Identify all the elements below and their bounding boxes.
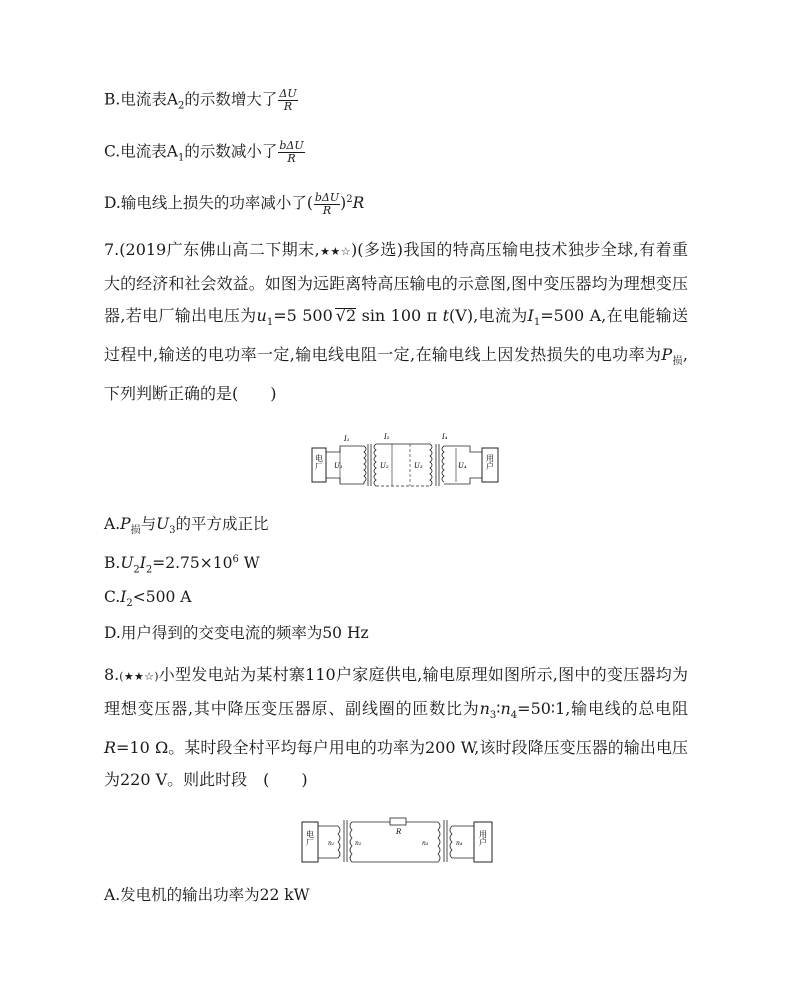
svg-text:I₂: I₂ — [384, 433, 390, 441]
svg-text:U₃: U₃ — [414, 462, 423, 470]
svg-text:用户: 用户 — [478, 830, 488, 846]
svg-text:n₃: n₃ — [422, 840, 429, 847]
q8-transmission-diagram — [298, 812, 498, 868]
sqrt-symbol: √2 — [335, 306, 357, 325]
question-7-stem: 7.(2019广东佛山高二下期末,★★☆)(多选)我国的特高压输电技术独步全球,有着重大的经济和社会效益。如图为远距离特高压输电的示意图,图中变压器均为理想变压器,若电厂输出电压为$u_1=5$ 500 √2 sin 100 π t(V),电流为$I_1=500$ A,在电能输送过程中,输送的电功率一定,输电线电阻一定,在输电线上因发热损失的电功率为$P_损$,下列判断正确的是( ) — [104, 240, 689, 404]
svg-text:U₄: U₄ — [458, 462, 467, 470]
q8-option-a: A.发电机的输出功率为22 kW — [104, 886, 310, 904]
user-label: 用户 — [485, 454, 495, 470]
difficulty-stars-icon: (★★☆) — [119, 670, 159, 683]
q7-option-c: $C.I_2<500$ A — [104, 588, 192, 610]
fraction: $\frac{\text{bΔU}}{R}$ — [279, 139, 304, 165]
q7-option-b: $B.U_2I_2=2.75\times 10^6$ W — [104, 554, 260, 576]
q7-option-a: $A.P_损$与$U_3$的平方成正比 — [104, 515, 269, 537]
svg-text:n₄: n₄ — [456, 840, 463, 847]
svg-text:U₁: U₁ — [334, 462, 343, 470]
svg-text:U₂: U₂ — [380, 462, 389, 470]
fraction: $\frac{\text{bΔU}}{R}$ — [314, 190, 340, 217]
difficulty-stars-icon: ★★☆ — [319, 245, 351, 258]
option-d: D.输电线上损失的功率减小了( $\frac{\text{bΔU}}{R}$ )$^2$R — [104, 190, 365, 217]
svg-text:I₄: I₄ — [442, 433, 448, 441]
svg-text:n₂: n₂ — [355, 840, 362, 847]
q7-transmission-diagram — [310, 428, 500, 494]
option-b: B.电流表$A_2$的示数增大了 $\frac{\Delta U}{R}$ — [104, 87, 297, 113]
option-c: C.电流表$A_1$的示数减小了 $\frac{\text{bΔU}}{R}$ — [104, 139, 304, 165]
fraction: $\frac{\Delta U}{R}$ — [279, 87, 297, 113]
plant-label: 电厂 — [314, 454, 324, 470]
q7-option-d: D.用户得到的交变电流的频率为50 Hz — [104, 624, 369, 642]
svg-text:I₁: I₁ — [344, 435, 350, 443]
svg-text:n₁: n₁ — [328, 840, 335, 847]
svg-text:R: R — [396, 828, 402, 836]
svg-text:电厂: 电厂 — [305, 830, 315, 846]
resistor — [390, 818, 406, 825]
question-8-stem: 8.(★★☆)小型发电站为某村寨110户家庭供电,输电原理如图所示,图中的变压器均为理想变压器,其中降压变压器原、副线圈的匝数比为$n_3∶n_4=50∶1$,输电线的总电阻R=10 Ω。某时段全村平均每户用电的功率为200 W,该时段降压变压器的输出电压为220 V。则此时段 ( ) — [104, 665, 688, 790]
